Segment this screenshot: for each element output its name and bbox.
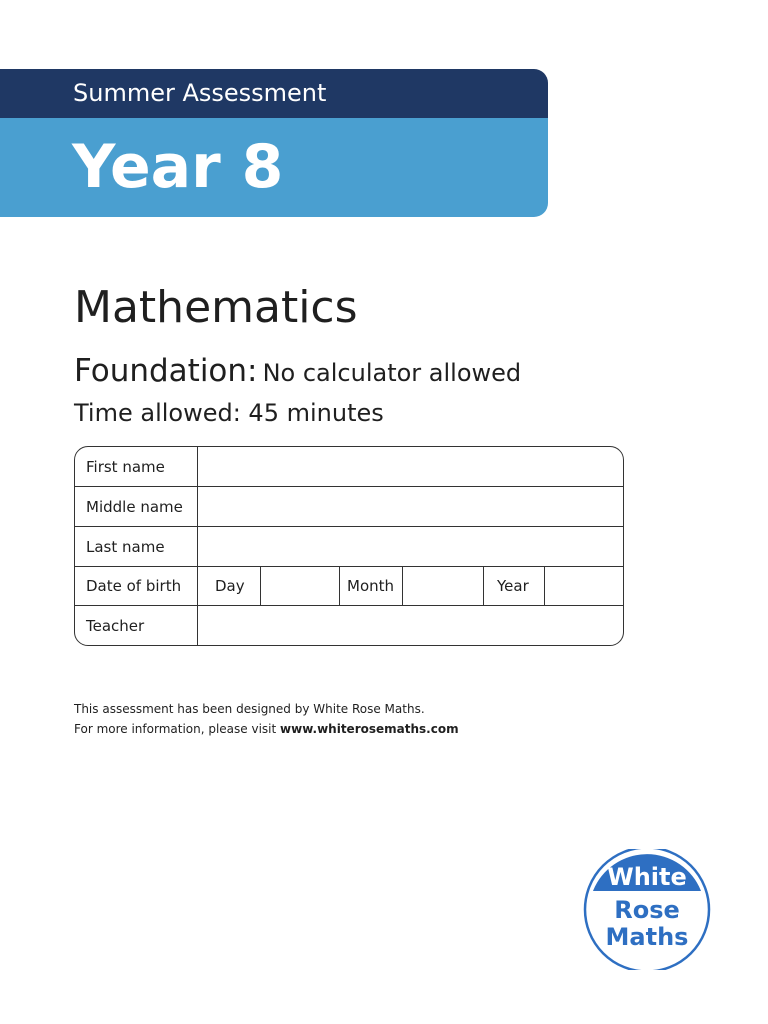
form-row-date-of-birth — [75, 566, 623, 606]
student-details-form — [74, 446, 624, 646]
middle-name-label: Middle name — [86, 498, 183, 516]
column-divider — [339, 566, 340, 605]
first-name-field[interactable] — [198, 447, 624, 486]
form-row-teacher — [75, 606, 623, 646]
column-divider — [197, 566, 198, 605]
dob-label: Date of birth — [86, 577, 182, 595]
tier-line — [74, 353, 521, 389]
tier-name: Foundation: — [74, 353, 258, 389]
white-rose-maths-logo — [583, 849, 711, 970]
footer-line-designed-by: This assessment has been designed by White Rose Maths. — [74, 702, 425, 716]
month-label: Month — [347, 577, 395, 595]
teacher-label: Teacher — [86, 617, 145, 635]
year-title: Year 8 — [0, 118, 548, 217]
year-field[interactable] — [545, 566, 624, 605]
logo-word-white: White — [607, 863, 687, 891]
website-link[interactable]: www.whiterosemaths.com — [280, 722, 459, 736]
logo-word-maths: Maths — [605, 923, 689, 951]
middle-name-field[interactable] — [198, 487, 624, 526]
subject-heading: Mathematics — [74, 282, 358, 333]
column-divider — [483, 566, 484, 605]
day-label: Day — [215, 577, 245, 595]
form-row-middle-name — [75, 487, 623, 527]
last-name-field[interactable] — [198, 527, 624, 566]
footer-note — [74, 699, 459, 739]
form-row-last-name — [75, 527, 623, 567]
first-name-label: First name — [86, 458, 165, 476]
title-banner — [0, 69, 548, 217]
form-row-first-name — [75, 447, 623, 487]
last-name-label: Last name — [86, 538, 165, 556]
footer-line-more-info — [74, 719, 459, 739]
teacher-field[interactable] — [198, 606, 624, 646]
assessment-kicker: Summer Assessment — [0, 69, 548, 118]
logo-word-rose: Rose — [614, 896, 680, 924]
time-allowed: Time allowed: 45 minutes — [74, 399, 384, 427]
year-label: Year — [497, 577, 529, 595]
day-field[interactable] — [261, 566, 339, 605]
footer-info-text: For more information, please visit — [74, 722, 281, 736]
tier-note: No calculator allowed — [262, 359, 522, 387]
month-field[interactable] — [403, 566, 483, 605]
